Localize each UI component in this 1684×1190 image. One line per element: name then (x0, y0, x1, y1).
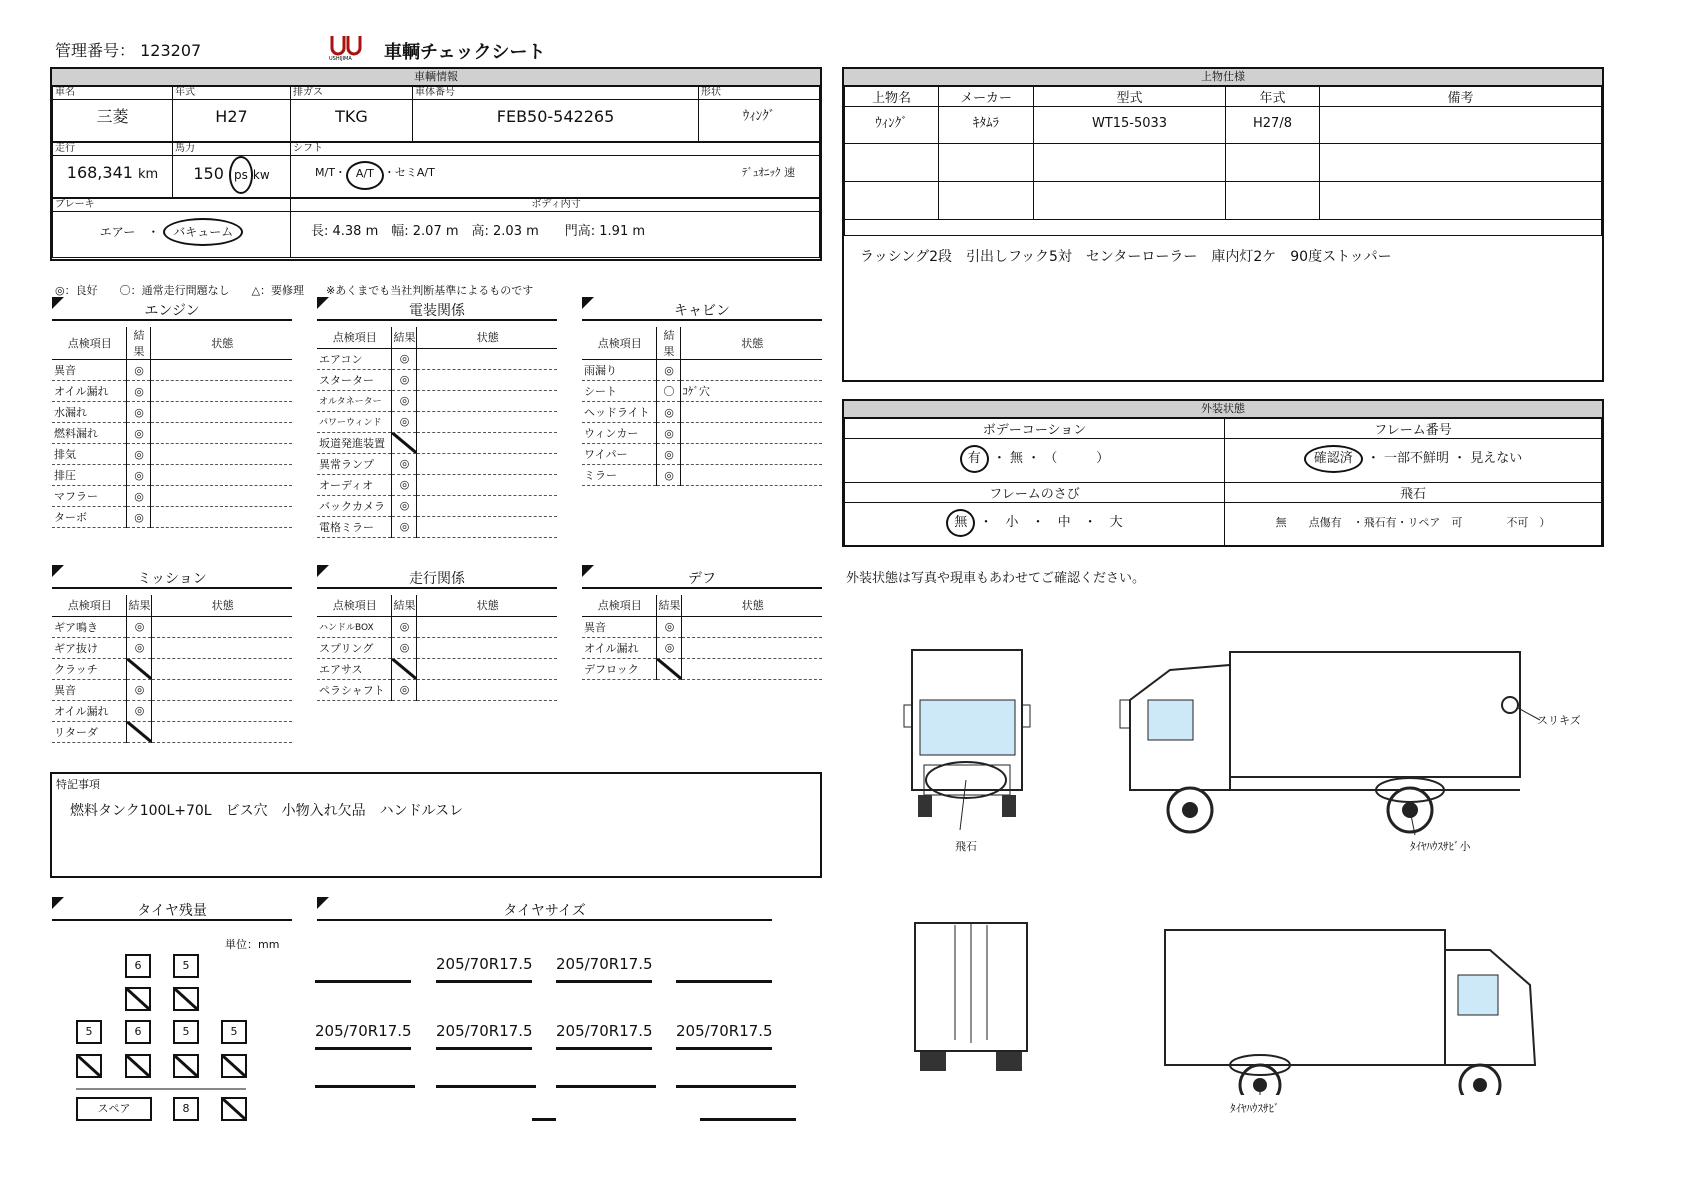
check-item: スターター (317, 369, 391, 390)
tire-size-line (436, 1085, 536, 1088)
check-result (391, 432, 416, 453)
rust-none-circled: 無 (946, 509, 975, 537)
rust-label: ﾀｲﾔﾊｳｽｻﾋﾞ (1230, 1102, 1280, 1115)
exterior-note: 外装状態は写真や現車もあわせてご確認ください。 (846, 571, 1146, 586)
col-result: 結果 (656, 327, 680, 360)
check-result (391, 658, 416, 679)
engine-section (52, 297, 292, 528)
tire-rear-2-na (125, 1054, 151, 1078)
col-result: 結果 (391, 595, 416, 616)
spec-note (1320, 107, 1602, 144)
cabin-row (582, 360, 822, 381)
check-item: 異音 (52, 679, 126, 700)
col-state: 状態 (680, 327, 822, 360)
label-mileage: 走行 (53, 143, 172, 156)
label-shift: シフト (291, 143, 819, 156)
dot: ・ (383, 166, 395, 179)
check-state (680, 402, 822, 423)
engine-row (52, 444, 292, 465)
diff-table (582, 595, 822, 680)
ps-circled: ps (229, 156, 253, 194)
col-item: 点検項目 (582, 595, 656, 616)
diff-title: デフ (688, 571, 716, 587)
check-state (416, 616, 557, 637)
col-state: 状態 (681, 595, 822, 616)
label-chassis: 車体番号 (413, 87, 698, 100)
check-result: ◎ (391, 495, 416, 516)
shift-semi: セミA/T (394, 166, 435, 179)
col-state: 状態 (151, 595, 292, 616)
cabin-row (582, 402, 822, 423)
scratch-label: スリキズ (1537, 714, 1581, 727)
running-table (317, 595, 557, 701)
check-state (680, 423, 822, 444)
spec-col-year: 年式 (1226, 87, 1320, 107)
engine-row (52, 402, 292, 423)
check-state (681, 658, 822, 679)
slash-mark (657, 659, 681, 679)
dot: ・ (147, 225, 160, 239)
frame-invisible: 見えない (1470, 451, 1523, 466)
spec-year: H27/8 (1226, 107, 1320, 144)
check-item: 燃料漏れ (52, 423, 126, 444)
tire-size-front-right: 205/70R17.5 (556, 955, 652, 983)
check-result: ◎ (391, 474, 416, 495)
label-form: 形状 (699, 87, 819, 100)
mission-table (52, 595, 292, 743)
remarks-text: 燃料タンク100L+70L ビス穴 小物入れ欠品 ハンドルスレ (70, 803, 464, 819)
tire-rear-3-na (173, 1054, 199, 1078)
check-state (681, 616, 822, 637)
tire-rear-1: 5 (76, 1020, 102, 1044)
check-state (151, 679, 292, 700)
diff-section (582, 565, 822, 680)
body-spec-header: 上物仕様 (844, 69, 1602, 86)
check-item: ターボ (52, 507, 126, 528)
diff-row (582, 658, 822, 679)
check-state (416, 516, 557, 537)
cabin-row (582, 465, 822, 486)
engine-row (52, 381, 292, 402)
check-result: ◎ (391, 516, 416, 537)
legend: ◎：良好 〇：通常走行問題なし △：要修理 ※あくまでも当社判断基準によるものです (55, 284, 534, 297)
check-item: パワーウィンド (317, 411, 391, 432)
running-row (317, 679, 557, 700)
cabin-section (582, 297, 822, 486)
check-item: 異常ランプ (317, 453, 391, 474)
label-name: 車名 (53, 87, 172, 100)
check-item: スプリング (317, 637, 391, 658)
exterior-box: 外装状態 ボデーコーション フレーム番号 有 ・ 無 ・ （ ） 確認済 ・ 一部不鮮明 ・ 見えない フレームのさび 飛石 無 ・ 小 ・ 中 ・ 大 無 点傷有 ・飛石有・リペア 可 不可 ） (842, 399, 1604, 547)
tire-remain-section (52, 897, 292, 921)
svg-text:USHIJIMA: USHIJIMA (329, 56, 352, 62)
coat-title: ボデーコーション (845, 419, 1225, 439)
check-item: 電格ミラー (317, 516, 391, 537)
tire-size-line (676, 1085, 796, 1088)
diff-row (582, 637, 822, 658)
tire-size-title: タイヤサイズ (503, 903, 586, 919)
check-state (680, 360, 822, 381)
check-state (150, 507, 292, 528)
chip-label: 飛石 (955, 840, 977, 853)
mission-row (52, 721, 292, 742)
check-state (150, 486, 292, 507)
check-item: デフロック (582, 658, 656, 679)
check-result: ◎ (391, 369, 416, 390)
running-row (317, 658, 557, 679)
check-result: ◎ (126, 360, 150, 381)
check-state (416, 369, 557, 390)
col-item: 点検項目 (52, 327, 126, 360)
check-item: エアコン (317, 348, 391, 369)
col-state: 状態 (416, 327, 557, 348)
tire-remain-title: タイヤ残量 (137, 903, 207, 919)
vehicle-info-box (50, 67, 822, 261)
check-item: ペラシャフト (317, 679, 391, 700)
tire-front-left-na (125, 987, 151, 1011)
check-state (151, 616, 292, 637)
chip-options: 無 点傷有 ・飛石有・リペア 可 不可 ） (1225, 503, 1602, 547)
check-result: ◎ (656, 423, 680, 444)
shift-at-circled: A/T (346, 161, 384, 190)
label-body: ボディ内寸 (291, 199, 819, 212)
remarks-title: 特記事項 (56, 778, 100, 791)
check-item: オーディオ (317, 474, 391, 495)
check-result: ◎ (126, 444, 150, 465)
check-state (151, 700, 292, 721)
cabin-row (582, 381, 822, 402)
col-result: 結果 (126, 327, 150, 360)
frame-no-title: フレーム番号 (1225, 419, 1602, 439)
check-item: 水漏れ (52, 402, 126, 423)
col-item: 点検項目 (582, 327, 656, 360)
check-state (416, 348, 557, 369)
check-item: 排圧 (52, 465, 126, 486)
check-item: オルタネーター (317, 390, 391, 411)
truck-side-view-right (1160, 925, 1550, 1095)
mission-row (52, 616, 292, 637)
vehicle-name: 三菱 (96, 107, 129, 126)
label-hp: 馬力 (173, 143, 290, 156)
vehicle-emission: TKG (335, 107, 368, 126)
label-year: 年式 (173, 87, 290, 100)
tire-size-line (700, 1118, 796, 1121)
cabin-title: キャビン (674, 303, 730, 319)
mission-row (52, 679, 292, 700)
check-result: ◎ (656, 402, 680, 423)
tire-rear-4-na (221, 1054, 247, 1078)
dot: ・ (334, 166, 346, 179)
mileage: 168,341 (66, 163, 133, 182)
check-item: マフラー (52, 486, 126, 507)
check-result: ◎ (391, 348, 416, 369)
check-result: ◎ (126, 679, 151, 700)
check-item: クラッチ (52, 658, 126, 679)
engine-row (52, 360, 292, 381)
check-result: ◎ (656, 637, 681, 658)
check-item: ウィンカー (582, 423, 656, 444)
brake-vacuum-circled: バキューム (163, 218, 243, 246)
check-state (416, 495, 557, 516)
electric-section (317, 297, 557, 538)
rust-large: 大 (1109, 515, 1123, 530)
exterior-header: 外装状態 (844, 401, 1602, 418)
running-row (317, 616, 557, 637)
spare-label: スペア (76, 1097, 152, 1121)
tire-size-section (317, 897, 772, 921)
running-title: 走行関係 (409, 571, 465, 587)
spec-name: ｳｨﾝｸﾞ (845, 107, 939, 144)
company-logo (328, 34, 372, 62)
check-state (416, 411, 557, 432)
slash-mark (392, 659, 416, 679)
mission-row (52, 637, 292, 658)
slash-mark (392, 433, 416, 453)
check-item: ヘッドライト (582, 402, 656, 423)
check-item: ギア抜け (52, 637, 126, 658)
check-result: ◎ (656, 465, 680, 486)
tire-size-rear-4: 205/70R17.5 (676, 1022, 772, 1050)
tire-front-left: 6 (125, 954, 151, 978)
check-item: オイル漏れ (52, 381, 126, 402)
spare-na (221, 1097, 247, 1121)
chip-title: 飛石 (1225, 483, 1602, 503)
tire-rear-3: 5 (173, 1020, 199, 1044)
running-row (317, 637, 557, 658)
label-brake: ブレーキ (53, 199, 290, 212)
check-item: ギア鳴き (52, 616, 126, 637)
electric-row (317, 390, 557, 411)
body-dimensions: 長: 4.38 m 幅: 2.07 m 高: 2.03 m 門高: 1.91 m (311, 224, 646, 239)
tire-front-right-na (173, 987, 199, 1011)
vehicle-year: H27 (215, 107, 248, 126)
check-result: ◎ (391, 679, 416, 700)
check-item: オイル漏れ (582, 637, 656, 658)
check-result: ◎ (656, 360, 680, 381)
check-result: ◎ (391, 390, 416, 411)
tire-rear-4: 5 (221, 1020, 247, 1044)
tire-divider (76, 1088, 246, 1090)
tire-size-front-left: 205/70R17.5 (436, 955, 532, 983)
tire-size-rear-2: 205/70R17.5 (436, 1022, 532, 1050)
mission-section (52, 565, 292, 743)
shift-mt: M/T (315, 166, 335, 179)
coat-no: 無 (1009, 451, 1023, 466)
running-section (317, 565, 557, 701)
vehicle-info-header: 車輌情報 (52, 69, 820, 86)
coat-yes-circled: 有 (960, 445, 989, 473)
label-emission: 排ガス (291, 87, 412, 100)
check-item: 坂道発進装置 (317, 432, 391, 453)
tire-unit: 単位：mm (225, 938, 280, 951)
tire-size-line (315, 1085, 415, 1088)
tire-size-line (556, 1085, 656, 1088)
check-state (416, 679, 557, 700)
vehicle-chassis: FEB50-542265 (496, 107, 615, 126)
electric-row (317, 474, 557, 495)
check-state (680, 465, 822, 486)
electric-row (317, 516, 557, 537)
electric-row (317, 369, 557, 390)
check-item: リターダ (52, 721, 126, 742)
check-result: ◎ (391, 637, 416, 658)
check-result (126, 721, 151, 742)
check-state: ｺｹﾞ穴 (680, 381, 822, 402)
check-state (681, 637, 822, 658)
check-state (150, 360, 292, 381)
col-result: 結果 (391, 327, 416, 348)
rust-title: フレームのさび (845, 483, 1225, 503)
electric-row (317, 453, 557, 474)
check-state (416, 453, 557, 474)
tire-size-blank-2 (676, 955, 772, 983)
check-state (150, 381, 292, 402)
tire-front-right: 5 (173, 954, 199, 978)
check-item: ワイパー (582, 444, 656, 465)
spare-tire: 8 (173, 1097, 199, 1121)
remarks-box (50, 772, 822, 878)
truck-front-view (890, 640, 1050, 840)
check-state (151, 721, 292, 742)
electric-row (317, 432, 557, 453)
check-item: 異音 (52, 360, 126, 381)
check-state (416, 658, 557, 679)
check-state (150, 402, 292, 423)
check-result: ◎ (126, 465, 150, 486)
check-state (416, 390, 557, 411)
mileage-unit: km (138, 167, 159, 182)
check-result: ◎ (126, 700, 151, 721)
tire-rear-2: 6 (125, 1020, 151, 1044)
body-spec-notes: ラッシング2段 引出しフック5対 センターローラー 庫内灯2ケ 90度ストッパー (860, 249, 1392, 265)
check-result: ◎ (126, 423, 150, 444)
check-result: 〇 (656, 381, 680, 402)
check-result: ◎ (126, 381, 150, 402)
mission-row (52, 658, 292, 679)
check-item: バックカメラ (317, 495, 391, 516)
check-result: ◎ (391, 411, 416, 432)
slash-mark (127, 722, 151, 742)
check-state (416, 474, 557, 495)
vehicle-form: ｳｨﾝｸﾞ (742, 109, 776, 124)
tire-size-line (532, 1118, 556, 1121)
electric-row (317, 348, 557, 369)
truck-rear-view (910, 915, 1035, 1080)
engine-row (52, 486, 292, 507)
electric-table (317, 327, 557, 538)
check-item: 異音 (582, 616, 656, 637)
frame-partial: 一部不鮮明 (1383, 451, 1449, 466)
check-result (656, 658, 681, 679)
check-result: ◎ (391, 616, 416, 637)
electric-row (317, 495, 557, 516)
check-item: 雨漏り (582, 360, 656, 381)
brake-air: エアー (99, 225, 136, 239)
col-state: 状態 (416, 595, 557, 616)
cabin-row (582, 444, 822, 465)
col-result: 結果 (656, 595, 681, 616)
check-state (151, 637, 292, 658)
coat-other: （ ） (1044, 451, 1110, 466)
check-item: ハンドルBOX (317, 616, 391, 637)
engine-title: エンジン (144, 303, 200, 319)
rust-small-label: ﾀｲﾔﾊｳｽｻﾋﾞ小 (1410, 840, 1471, 853)
management-number: 管理番号： 123207 (55, 41, 202, 60)
rust-small: 小 (1005, 515, 1019, 530)
check-item: オイル漏れ (52, 700, 126, 721)
check-state (150, 423, 292, 444)
col-state: 状態 (150, 327, 292, 360)
check-state (150, 465, 292, 486)
engine-row (52, 507, 292, 528)
check-item: シート (582, 381, 656, 402)
kw-unit: kw (252, 168, 270, 182)
shift-duonic: ﾃﾞｭｵﾆｯｸ 速 (742, 166, 795, 179)
engine-table (52, 327, 292, 528)
check-result: ◎ (126, 637, 151, 658)
tire-rear-1-na (76, 1054, 102, 1078)
col-item: 点検項目 (317, 327, 391, 348)
spec-model: WT15-5033 (1034, 107, 1226, 144)
check-state (416, 637, 557, 658)
page-title: 車輌チェックシート (384, 42, 546, 63)
electric-row (317, 411, 557, 432)
rust-medium: 中 (1057, 515, 1071, 530)
body-spec-box (842, 67, 1604, 382)
spec-col-name: 上物名 (845, 87, 939, 107)
check-state (151, 658, 292, 679)
check-result: ◎ (656, 444, 680, 465)
tire-size-blank-1 (315, 955, 411, 983)
check-state (416, 432, 557, 453)
check-result: ◎ (126, 486, 150, 507)
check-state (150, 444, 292, 465)
engine-row (52, 423, 292, 444)
frame-confirmed-circled: 確認済 (1304, 445, 1363, 473)
mission-row (52, 700, 292, 721)
engine-row (52, 465, 292, 486)
check-state (680, 444, 822, 465)
check-item: 排気 (52, 444, 126, 465)
spec-col-model: 型式 (1034, 87, 1226, 107)
spec-col-maker: メーカー (939, 87, 1034, 107)
spec-maker: ｷﾀﾑﾗ (939, 107, 1034, 144)
diff-row (582, 616, 822, 637)
check-item: エアサス (317, 658, 391, 679)
tire-size-rear-3: 205/70R17.5 (556, 1022, 652, 1050)
electric-title: 電装関係 (409, 303, 465, 319)
horsepower: 150 (193, 164, 224, 183)
col-item: 点検項目 (52, 595, 126, 616)
cabin-row (582, 423, 822, 444)
mission-title: ミッション (137, 571, 207, 587)
truck-side-view-left (1110, 640, 1540, 850)
slash-mark (127, 659, 151, 679)
check-result (126, 658, 151, 679)
check-result: ◎ (126, 402, 150, 423)
col-result: 結果 (126, 595, 151, 616)
spec-col-notes: 備考 (1320, 87, 1602, 107)
check-result: ◎ (126, 616, 151, 637)
col-item: 点検項目 (317, 595, 391, 616)
check-item: ミラー (582, 465, 656, 486)
check-result: ◎ (656, 616, 681, 637)
check-result: ◎ (391, 453, 416, 474)
tire-size-rear-1: 205/70R17.5 (315, 1022, 411, 1050)
check-result: ◎ (126, 507, 150, 528)
cabin-table (582, 327, 822, 486)
